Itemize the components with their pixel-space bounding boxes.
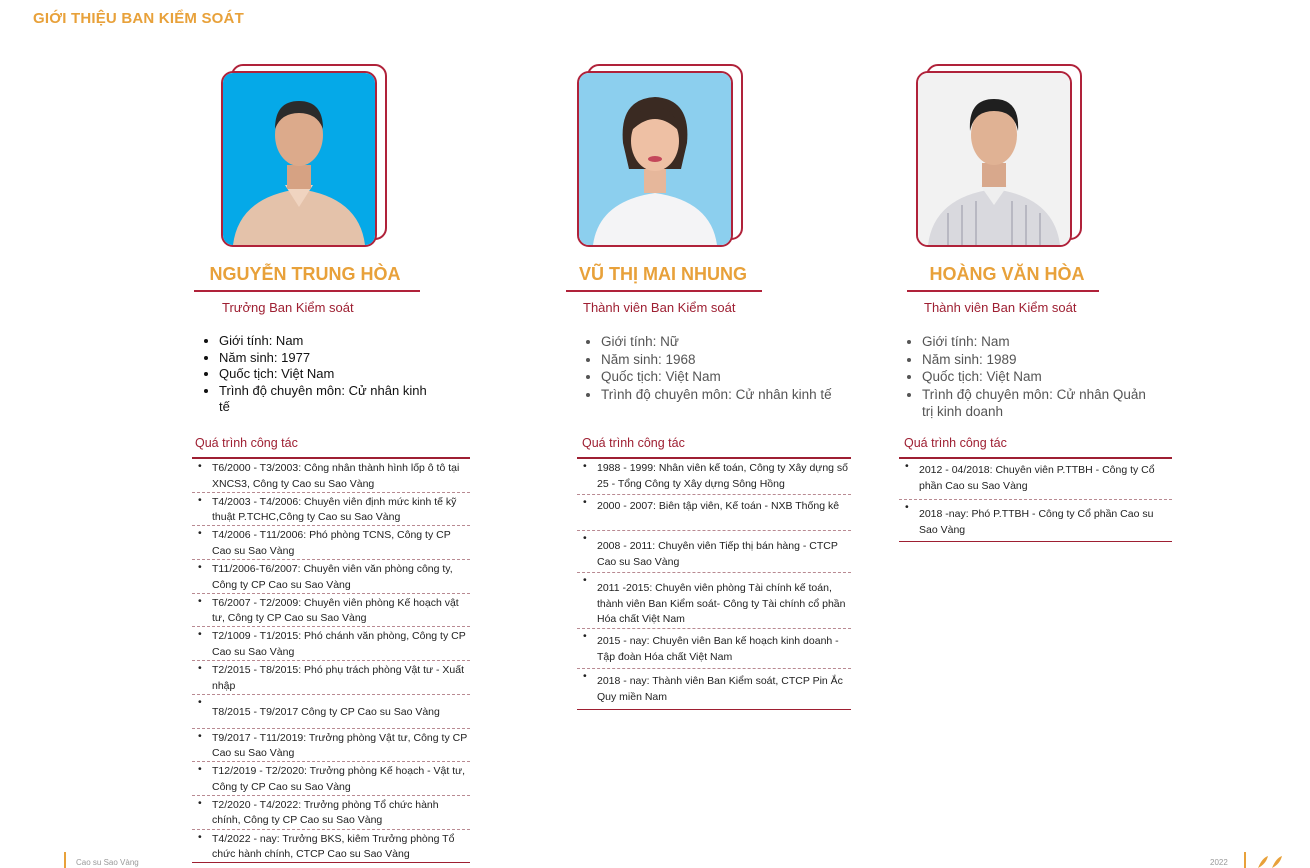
career-item: • T9/2017 - T11/2019: Trưởng phòng Vật tư, Công ty CP Cao su Sao Vàng [192,729,470,763]
career-item: • 2008 - 2011: Chuyên viên Tiếp thị bán hàng - CTCP Cao su Sao Vàng [577,531,851,573]
member-name: HOÀNG VĂN HÒA [929,264,1085,284]
portrait-frame [577,64,747,254]
info-nationality: • Quốc tịch: Việt Nam [922,368,1152,386]
info-birth-year: • Năm sinh: 1989 [922,351,1152,369]
personal-info-list [898,333,1152,421]
portrait-photo [577,71,733,247]
info-qualification: • Trình độ chuyên môn: Cử nhân Quản trị kinh doanh [922,386,1152,421]
info-birth-year: • Năm sinh: 1977 [219,350,429,367]
member-role: Thành viên Ban Kiểm soát [583,300,736,315]
career-item: • T6/2007 - T2/2009: Chuyên viên phòng Kế hoạch vật tư, Công ty CP Cao su Sao Vàng [192,594,470,628]
career-item: • 2018 - nay: Thành viên Ban Kiểm soát, CTCP Pin Ắc Quy miền Nam [577,669,851,710]
personal-info-list [577,333,901,403]
member-name: NGUYỄN TRUNG HÒA [209,264,401,284]
footer-year: 2022 [1210,858,1228,867]
career-heading: Quá trình công tác [582,436,685,450]
member-name: VŨ THỊ MAI NHUNG [579,264,747,284]
name-underline [566,290,762,292]
career-item: • 2015 - nay: Chuyên viên Ban kế hoạch kinh doanh - Tập đoàn Hóa chất Việt Nam [577,629,851,669]
career-item: • T4/2003 - T4/2006: Chuyên viên định mức kinh tế kỹ thuật P.TCHC,Công ty Cao su Sao Vàng [192,493,470,527]
career-item: • 2018 -nay: Phó P.TTBH - Công ty Cổ phần Cao su Sao Vàng [899,500,1172,542]
footer-right-rule [1244,852,1246,868]
portrait-frame [221,64,391,254]
career-item: • T6/2000 - T3/2003: Công nhân thành hình lốp ô tô tại XNCS3, Công ty Cao su Sao Vàng [192,459,470,493]
career-list [899,459,1172,542]
footer-left-rule [64,852,66,868]
career-item: • T4/2022 - nay: Trưởng BKS, kiêm Trưởng phòng Tổ chức hành chính, CTCP Cao su Sao Vàng [192,830,470,864]
career-item: • 2011 -2015: Chuyên viên phòng Tài chính kế toán, thành viên Ban Kiểm soát- Công ty Tài chính cổ phần Hóa chất Việt Nam [577,573,851,629]
footer-company: Cao su Sao Vàng [76,858,139,867]
info-gender: • Giới tính: Nữ [601,333,901,351]
career-item: • T11/2006-T6/2007: Chuyên viên văn phòng công ty, Công ty CP Cao su Sao Vàng [192,560,470,594]
career-heading: Quá trình công tác [195,436,298,450]
career-item: • 1988 - 1999: Nhân viên kế toán, Công ty Xây dựng số 25 - Tổng Công ty Xây dựng Sông Hồng [577,459,851,495]
career-item: • T2/2015 - T8/2015: Phó phụ trách phòng Vật tư - Xuất nhập [192,661,470,695]
info-nationality: • Quốc tịch: Việt Nam [219,366,429,383]
career-item: • T8/2015 - T9/2017 Công ty CP Cao su Sao Vàng [192,695,470,729]
leaf-decoration-icon [1254,854,1294,868]
career-item: • T4/2006 - T11/2006: Phó phòng TCNS, Công ty CP Cao su Sao Vàng [192,526,470,560]
career-item: • T2/1009 - T1/2015: Phó chánh văn phòng, Công ty CP Cao su Sao Vàng [192,627,470,661]
career-item: • T12/2019 - T2/2020: Trưởng phòng Kế hoạch - Vật tư, Công ty CP Cao su Sao Vàng [192,762,470,796]
person-portrait-icon [918,73,1070,245]
portrait-photo [221,71,377,247]
info-gender: • Giới tính: Nam [219,333,429,350]
career-list [192,459,470,863]
name-underline [194,290,420,292]
person-portrait-icon [579,73,731,245]
person-portrait-icon [223,73,375,245]
portrait-photo [916,71,1072,247]
career-heading: Quá trình công tác [904,436,1007,450]
member-role: Trưởng Ban Kiểm soát [222,300,354,315]
career-item: • 2000 - 2007: Biên tập viên, Kế toán - NXB Thống kê [577,495,851,531]
page-title: GIỚI THIỆU BAN KIỂM SOÁT [33,10,244,27]
name-underline [907,290,1099,292]
info-gender: • Giới tính: Nam [922,333,1152,351]
career-list [577,459,851,710]
portrait-frame [916,64,1086,254]
personal-info-list [195,333,429,416]
career-item: • 2012 - 04/2018: Chuyên viên P.TTBH - Công ty Cổ phần Cao su Sao Vàng [899,459,1172,500]
info-nationality: • Quốc tịch: Việt Nam [601,368,901,386]
career-item: • T2/2020 - T4/2022: Trưởng phòng Tổ chức hành chính, Công ty CP Cao su Sao Vàng [192,796,470,830]
info-birth-year: • Năm sinh: 1968 [601,351,901,369]
info-qualification: • Trình độ chuyên môn: Cử nhân kinh tế [219,383,429,416]
info-qualification: • Trình độ chuyên môn: Cử nhân kinh tế [601,386,901,404]
member-role: Thành viên Ban Kiểm soát [924,300,1077,315]
